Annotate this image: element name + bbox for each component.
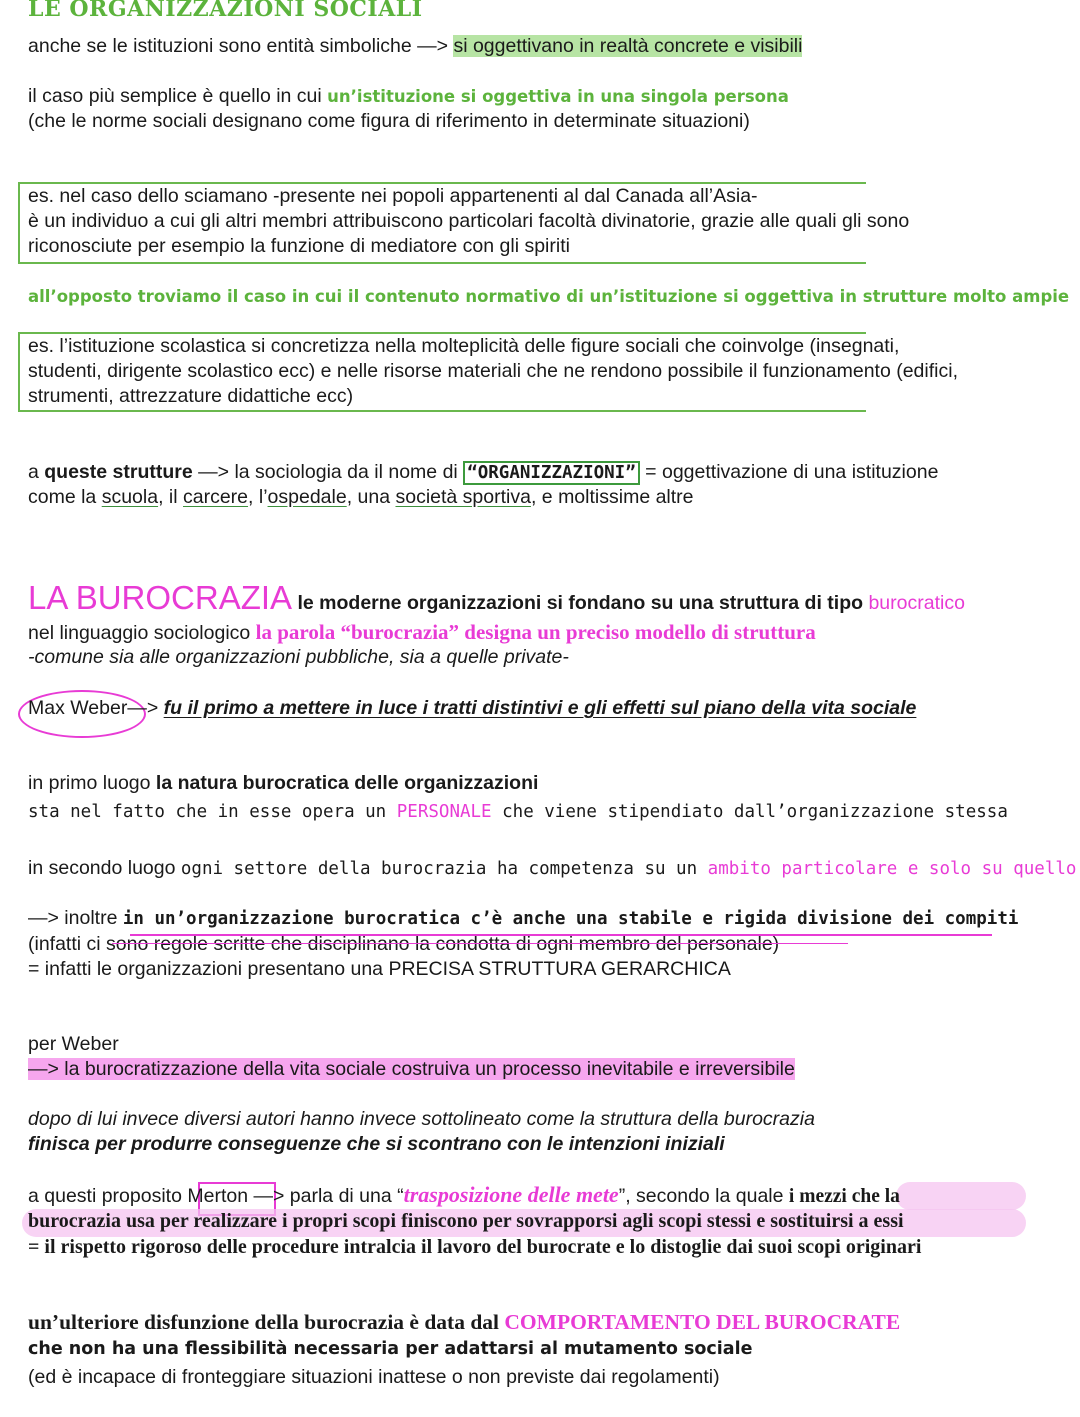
bold-text: queste strutture	[44, 461, 193, 483]
text-line: per Weber	[28, 1033, 119, 1055]
serif-bold-text: burocrazia usa per realizzare i propri scopi finiscono per sovrapporsi agli scopi stessi e sostituirsi a essi	[28, 1210, 904, 1232]
text-fragment: anche se le istituzioni sono entità simboliche —>	[28, 35, 454, 57]
pink-serif-text: trasposizione delle mete	[403, 1182, 619, 1207]
text-fragment: , una	[346, 486, 396, 508]
text-line	[28, 1310, 900, 1336]
text-line	[28, 1057, 795, 1082]
pink-mono-text: ambito particolare e solo su quello	[707, 859, 1077, 879]
text-line	[28, 84, 789, 109]
person-name: Merton	[187, 1185, 249, 1207]
green-bold-text: un’istituzione si oggettiva in una singola persona	[327, 87, 789, 106]
text-line	[28, 580, 965, 623]
text-line	[28, 485, 694, 510]
pink-marker-stroke	[896, 1182, 1026, 1210]
example-line: riconosciute per esempio la funzione di mediatore con gli spiriti	[28, 235, 570, 257]
pink-highlight: —> la burocratizzazione della vita sociale costruiva un processo inevitabile e irreversibile	[28, 1058, 795, 1080]
italic-text: dopo di lui invece diversi autori hanno invece sottolineato come la struttura della burocrazia	[28, 1108, 815, 1130]
text-fragment: sta nel fatto che in esse opera un	[28, 802, 397, 822]
text-line	[28, 1182, 900, 1209]
green-bold-text: all’opposto troviamo il caso in cui il contenuto normativo di un’istituzione si oggettiva in strutture molto ampie	[28, 287, 1070, 306]
text-line	[28, 906, 1018, 932]
bold-text: le moderne organizzazioni si fondano su una struttura di tipo	[292, 592, 869, 614]
text-fragment: , e moltissime altre	[530, 486, 694, 508]
section-title-organizzazioni: LE ORGANIZZAZIONI SOCIALI	[28, 0, 423, 22]
underlined-word: scuola	[101, 486, 159, 508]
boxed-term: “ORGANIZZAZIONI”	[463, 461, 640, 485]
serif-bold-text: un’ulteriore disfunzione della burocrazia è data dal	[28, 1310, 505, 1334]
text-fragment: il caso più semplice è quello in cui	[28, 85, 328, 107]
text-line: = infatti le organizzazioni presentano una PRECISA STRUTTURA GERARCHICA	[28, 958, 731, 980]
person-name: Max Weber	[28, 697, 128, 719]
text-line: (infatti ci sono regole scritte che disciplinano la condotta di ogni membro del personale)	[28, 933, 780, 955]
text-line	[28, 696, 916, 721]
text-line	[28, 620, 816, 646]
bold-text: la natura burocratica delle organizzazioni	[155, 772, 539, 794]
text-fragment: , l’	[248, 486, 268, 508]
text-line: (che le norme sociali designano come figura di riferimento in determinate situazioni)	[28, 110, 750, 132]
arrow-text: —>	[127, 697, 164, 719]
example-line: es. nel caso dello sciamano -presente nei popoli appartenenti al dal Canada all’Asia-	[28, 185, 758, 207]
serif-bold-text: = il rispetto rigoroso delle procedure intralcia il lavoro del burocrate e lo distoglie dai suoi scopi originari	[28, 1236, 922, 1258]
text-line	[28, 800, 1008, 825]
text-line	[28, 856, 1076, 882]
bold-italic-underlined-text: fu il primo a mettere in luce i tratti distintivi e gli effetti sul piano della vita sociale	[163, 697, 917, 719]
text-fragment: in secondo luogo	[28, 857, 181, 879]
section-title-burocrazia: LA BUROCRAZIA	[28, 579, 293, 616]
text-fragment: ”, secondo la quale	[618, 1185, 789, 1207]
example-line: strumenti, attrezzature didattiche ecc)	[28, 385, 354, 407]
bold-text: che non ha una flessibilità necessaria per adattarsi al mutamento sociale	[28, 1339, 753, 1359]
pink-strike-line	[112, 943, 848, 944]
text-fragment: che viene stipendiato dall’organizzazione stessa	[491, 802, 1008, 822]
text-fragment: —> parla di una “	[248, 1185, 404, 1207]
serif-bold-text: i mezzi che la	[788, 1186, 900, 1207]
italic-text: -comune sia alle organizzazioni pubbliche, sia a quelle private-	[28, 646, 569, 668]
text-fragment: in primo luogo	[28, 772, 156, 794]
text-line: (ed è incapace di fronteggiare situazioni inattese o non previste dai regolamenti)	[28, 1366, 720, 1388]
example-line: è un individuo a cui gli altri membri attribuiscono particolari facoltà divinatorie, grazie alle quali gli sono	[28, 210, 910, 232]
pink-serif-text: la parola “burocrazia” designa un preciso modello di struttura	[255, 620, 816, 644]
pink-serif-text: COMPORTAMENTO DEL BUROCRATE	[504, 1310, 901, 1334]
underlined-word: società sportiva	[395, 486, 531, 508]
example-line: studenti, dirigente scolastico ecc) e nelle risorse materiali che ne rendono possibile il funzionamento (edifici,	[28, 360, 958, 382]
text-line	[28, 771, 538, 796]
text-fragment: a	[28, 461, 45, 483]
green-highlight: si oggettivano in realtà concrete e visibili	[453, 35, 803, 57]
pink-text: PERSONALE	[396, 802, 492, 822]
mono-text: ogni settore della burocrazia ha competenza su un	[180, 859, 708, 879]
text-fragment: nel linguaggio sociologico	[28, 622, 256, 644]
text-fragment: come la	[28, 486, 102, 508]
example-line: es. l’istituzione scolastica si concretizza nella molteplicità delle figure sociali che coinvolge (insegnati,	[28, 335, 900, 357]
text-fragment: , il	[158, 486, 183, 508]
text-fragment: —> inoltre	[28, 907, 123, 929]
underlined-word: carcere	[183, 486, 249, 508]
text-line	[28, 34, 802, 59]
bold-mono-text: in un’organizzazione burocratica c’è anche una stabile e rigida divisione dei compiti	[122, 909, 1019, 929]
text-line	[28, 460, 938, 486]
pink-text: burocratico	[868, 592, 965, 614]
underlined-word: ospedale	[267, 486, 347, 508]
text-fragment: a questi proposito	[28, 1185, 188, 1207]
text-fragment: = oggettivazione di una istituzione	[639, 461, 939, 483]
bold-italic-text: finisca per produrre conseguenze che si scontrano con le intenzioni iniziali	[28, 1133, 725, 1155]
text-fragment: —> la sociologia da il nome di	[192, 461, 464, 483]
